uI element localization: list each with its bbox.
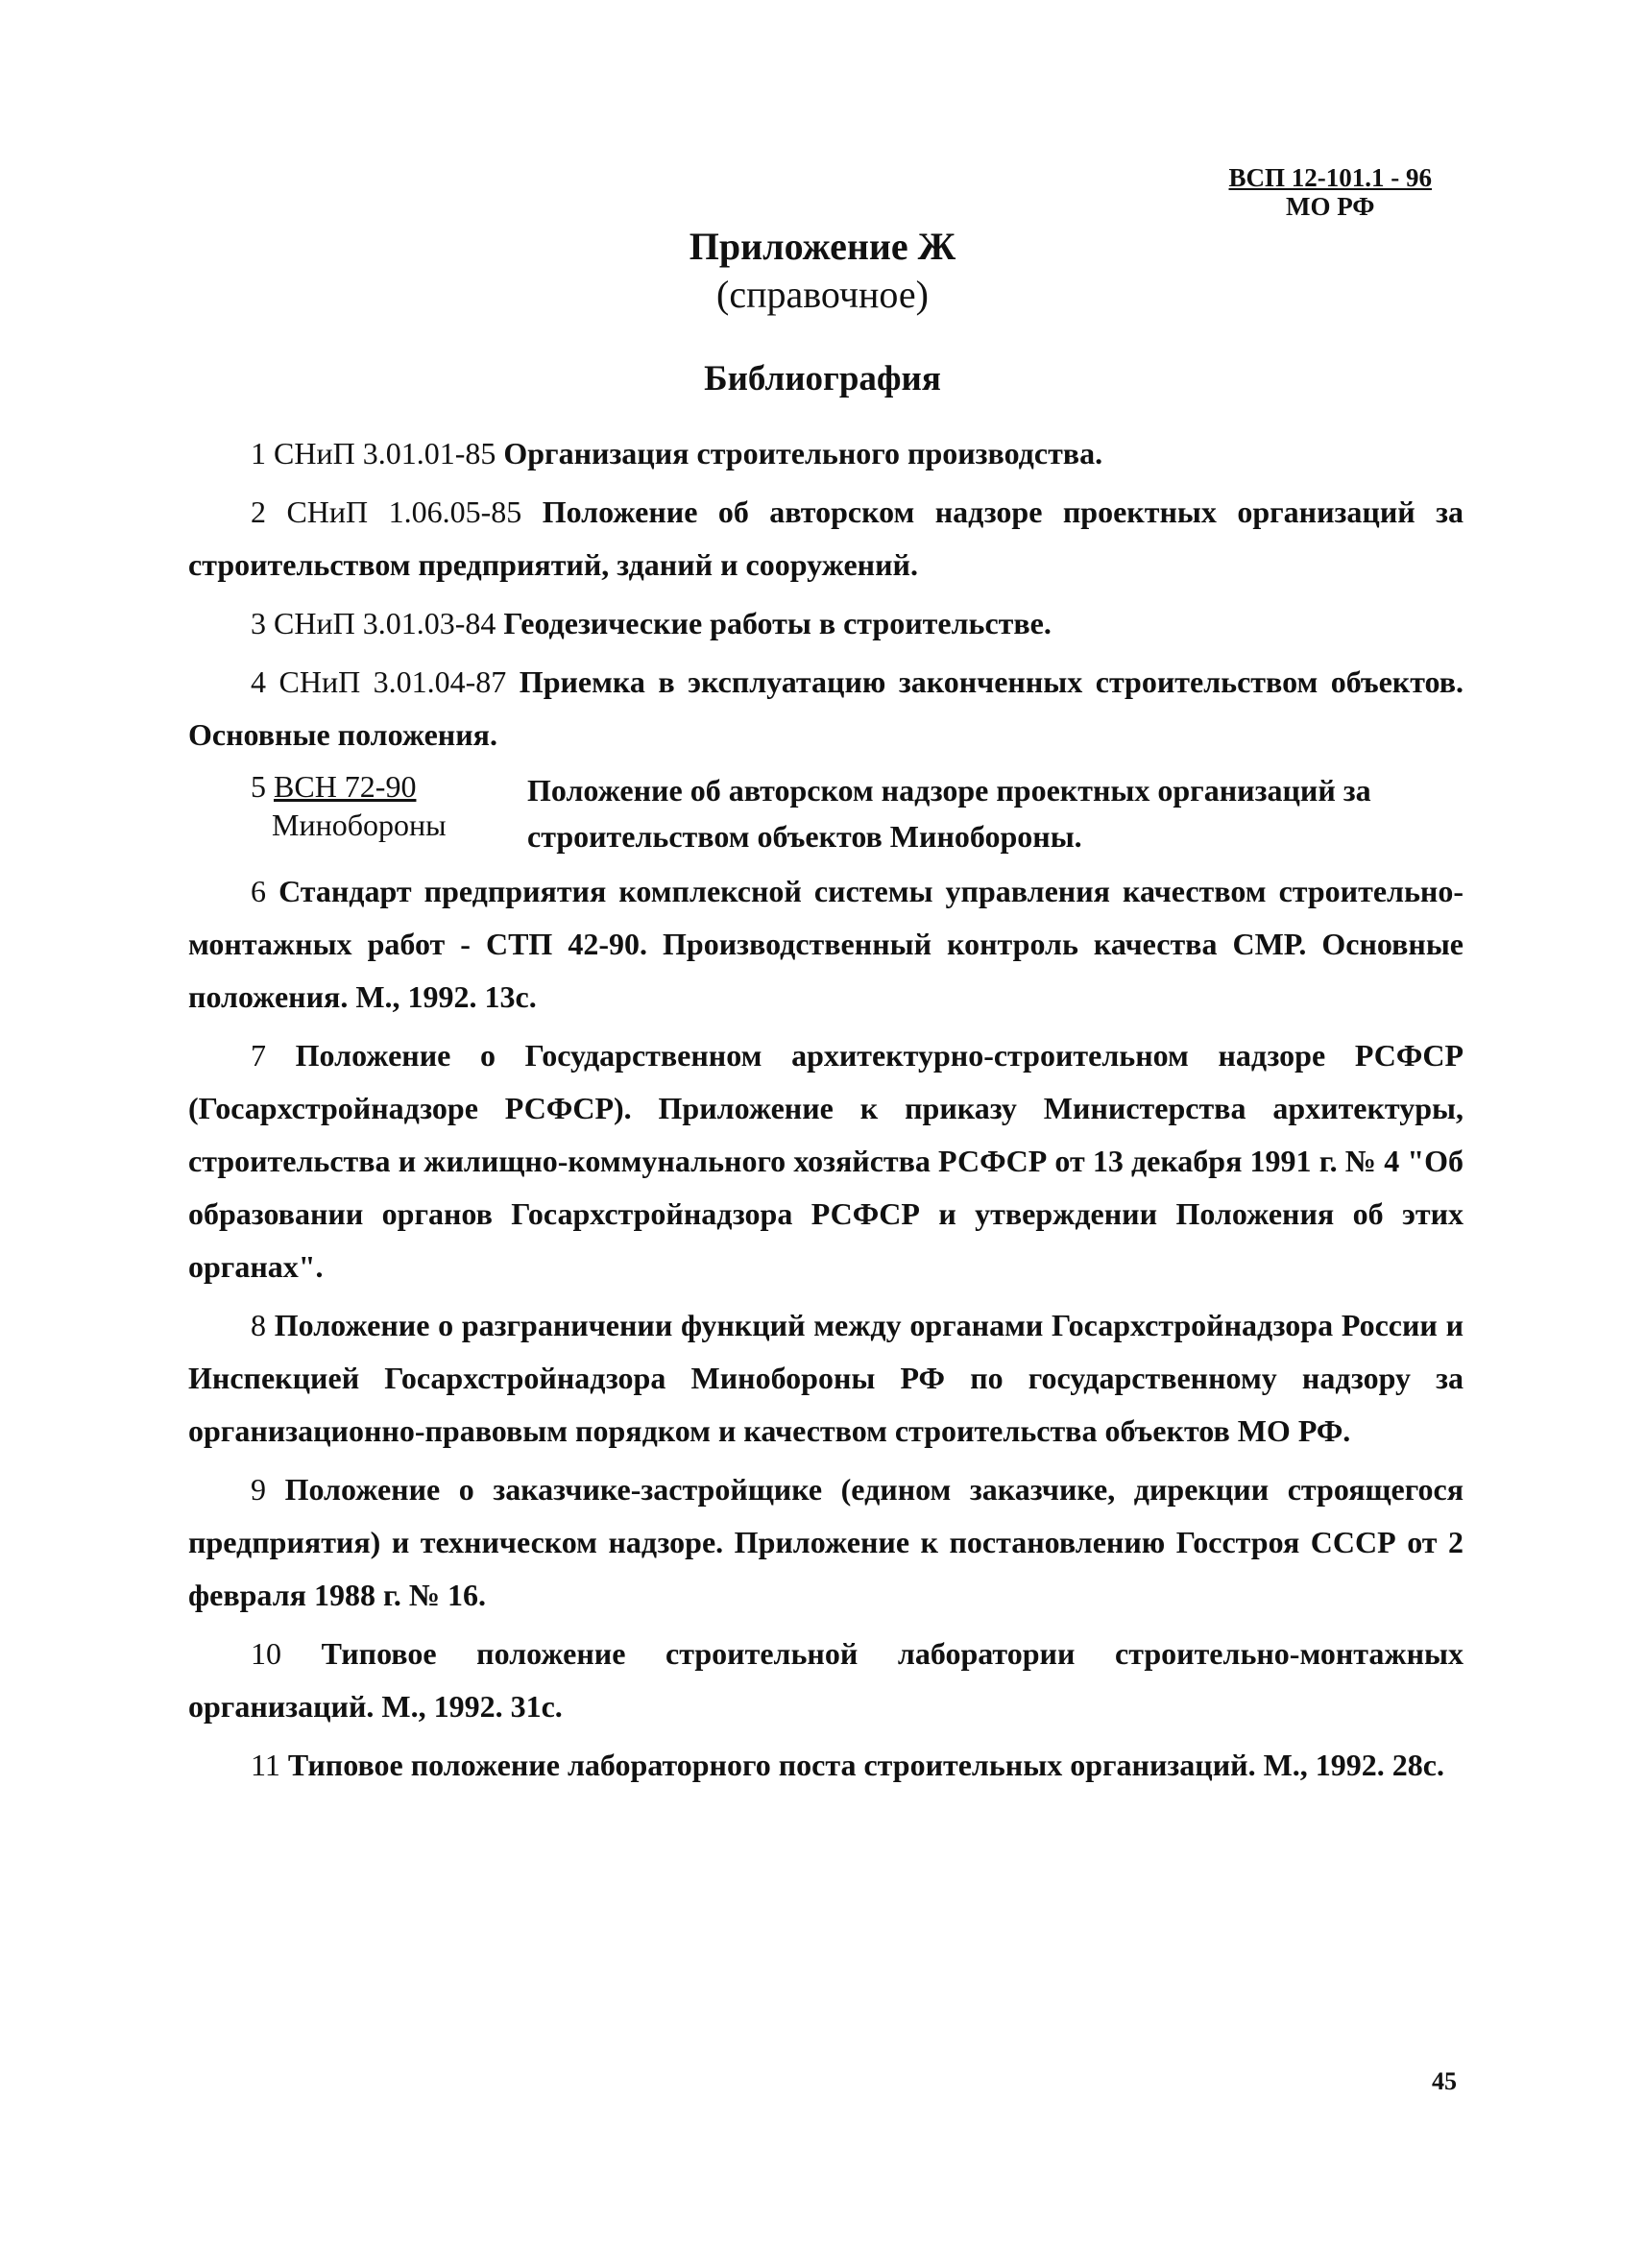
entry-code: СНиП 1.06.05-85 xyxy=(286,495,522,529)
entry-text: Организация строительного производства. xyxy=(503,436,1103,470)
bibliography-entry xyxy=(188,1739,1464,1792)
entry-text: Стандарт предприятия комплексной системы управления качеством строительно-монтажных работ - СТП 42-90. Производственный контроль качества СМР. Основные положения. М., 1992. 13с. xyxy=(188,874,1464,1014)
entry-code: ВСН 72-90 xyxy=(274,769,417,804)
document-code-header xyxy=(1229,163,1433,221)
entry-number: 9 xyxy=(251,1472,266,1507)
entry-text: Положение о заказчике-застройщике (едином заказчике, дирекции строящегося предприятия) и техническом надзоре. Приложение к постановлению Госстроя СССР от 2 февраля 1988 г. № 16. xyxy=(188,1472,1464,1612)
entry-number: 3 xyxy=(251,606,266,640)
appendix-title: Приложение Ж xyxy=(689,225,956,268)
entry-text: Типовое положение строительной лаборатории строительно-монтажных организаций. М., 1992. 31с. xyxy=(188,1636,1464,1724)
bibliography-entry xyxy=(188,1628,1464,1733)
section-title: Библиография xyxy=(704,359,941,398)
bibliography-entry xyxy=(188,486,1464,591)
bibliography-entry xyxy=(188,865,1464,1024)
entry-code-sub: Минобороны xyxy=(272,808,447,842)
entry-number: 1 xyxy=(251,436,266,470)
bibliography-entry xyxy=(188,1299,1464,1458)
entry-text: Геодезические работы в строительстве. xyxy=(503,606,1052,640)
bibliography-entry xyxy=(188,1463,1464,1622)
standard-code: ВСП 12-101.1 - 96 xyxy=(1228,163,1432,192)
bibliography-entry xyxy=(188,767,1464,859)
entry-number: 11 xyxy=(251,1748,280,1782)
title-block xyxy=(0,223,1645,401)
entry-number: 7 xyxy=(251,1038,266,1073)
entry-text: Положение о Государственном архитектурно-строительном надзоре РСФСР (Госархстройнадзоре РСФСР). Приложение к приказу Министерства архитектуры, строительства и жилищно-коммунального хозяйства РСФСР от 13 декабря 1991 г. № 4 "Об образовании органов Госархстройнадзора РСФСР и утверждении Положения об этих органах". xyxy=(188,1038,1464,1284)
entry-code: СНиП 3.01.04-87 xyxy=(278,664,507,699)
entry-text: Приемка в эксплуатацию законченных строительством объектов. Основные положения. xyxy=(188,664,1464,752)
appendix-type: (справочное) xyxy=(716,273,929,316)
entry-number: 6 xyxy=(251,874,266,908)
entry-code: СНиП 3.01.03-84 xyxy=(274,606,496,640)
entry-number: 5 xyxy=(251,769,266,804)
entry-code: СНиП 3.01.01-85 xyxy=(274,436,496,470)
bibliography-entry xyxy=(188,597,1464,650)
entry-code-column xyxy=(251,767,527,859)
organization-label: МО РФ xyxy=(1286,192,1375,221)
bibliography-list xyxy=(188,427,1464,1798)
entry-number: 8 xyxy=(251,1308,266,1342)
entry-number: 4 xyxy=(251,664,266,699)
entry-number: 2 xyxy=(251,495,266,529)
bibliography-entry xyxy=(188,1029,1464,1293)
entry-text: Положение об авторском надзоре проектных организаций за строительством предприятий, зданий и сооружений. xyxy=(188,495,1464,582)
entry-text: Типовое положение лабораторного поста строительных организаций. М., 1992. 28с. xyxy=(287,1748,1444,1782)
bibliography-entry xyxy=(188,656,1464,761)
entry-text: Положение о разграничении функций между органами Госархстройнадзора России и Инспекцией Госархстройнадзора Минобороны РФ по государственному надзору за организационно-правовым порядком и качеством строительства объектов МО РФ. xyxy=(188,1308,1464,1448)
bibliography-entry xyxy=(188,427,1464,480)
entry-text: Положение об авторском надзоре проектных организаций за строительством объектов Минобороны. xyxy=(527,773,1371,854)
entry-number: 10 xyxy=(251,1636,281,1671)
page-number: 45 xyxy=(1432,2067,1457,2095)
